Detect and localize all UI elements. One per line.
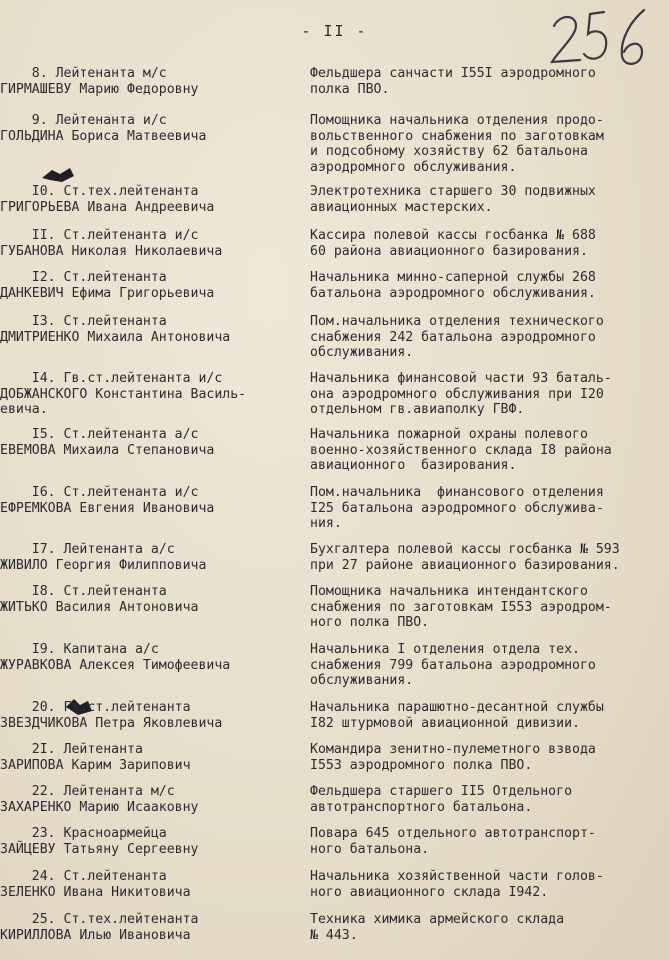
entry-right-line: обслуживания. [310,345,414,360]
entry-left-line: 9. Лейтенанта и/с [0,113,167,128]
entry-position [310,427,660,474]
entry-right-line: вольственного снабжения по заготовкам [310,128,604,144]
entry-left-line: ЗАЙЦЕВУ Татьяну Сергеевну [0,841,199,857]
entry-rank-name [0,784,310,815]
entry-left-line: I8. Ст.лейтенанта [0,584,167,599]
entry-right-line: авиационного базирования. [310,458,517,473]
ink-blot [40,166,76,184]
entry-rank-name [0,113,310,144]
entry-right-line: военно-хозяйственного склада I8 района [310,442,612,458]
entry-rank-name [0,371,310,418]
entry-right-line: Начальника пожарной охраны полевого [310,427,588,442]
entry-left-line: I7. Лейтенанта а/с [0,542,175,557]
entry-rank-name [0,826,310,857]
entry-left-line: I0. Ст.тех.лейтенанта [0,184,199,199]
entry-right-line: Электротехника старшего 30 подвижных [310,184,596,199]
entry-rank-name [0,270,310,301]
entry-right-line: аэродромного обслуживания. [310,159,517,175]
entry-rank-name [0,542,310,573]
entry-position [310,826,660,857]
entry-rank-name [0,485,310,516]
entry-position [310,314,660,361]
entry-left-line: ГОЛЬДИНА Бориса Матвеевича [0,128,207,144]
entry-position [310,113,660,175]
entry-right-line: № 443. [310,927,358,943]
entry-right-line: Помощника начальника интендантского [310,584,588,599]
entry-left-line: II. Ст.лейтенанта и/с [0,228,199,243]
entry-left-line: 23. Красноармейца [0,826,167,841]
entry-position [310,371,660,418]
entry-rank-name [0,184,310,215]
entry-right-line: полка ПВО. [310,81,390,97]
entry-right-line: Начальника I отделения отдела тех. [310,642,580,657]
entry-right-line: обслуживания. [310,673,414,688]
handwritten-page-number [546,4,656,74]
entry-left-line: 20. Гв.ст.лейтенанта [0,700,191,715]
entry-right-line: ния. [310,516,342,531]
entry-right-line: Командира зенитно-пулеметного взвода [310,742,596,757]
entry-right-line: отдельном гв.авиаполку ГВФ. [310,402,525,417]
entry-rank-name [0,228,310,259]
entry-right-line: Фельдшера старшего II5 Отдельного [310,784,573,799]
entry-position [310,270,660,301]
entry-rank-name [0,869,310,900]
entry-right-line: снабжения 799 батальона аэродромного [310,657,596,673]
entry-position [310,542,660,573]
entry-right-line: она аэродромного обслуживания при I20 [310,386,604,402]
entry-left-line: I3. Ст.лейтенанта [0,314,167,329]
entry-left-line: ГУБАНОВА Николая Николаевича [0,243,223,259]
entry-left-line: ЖИВИЛО Георгия Филипповича [0,557,207,573]
entry-left-line: ЖИТЬКО Василия Антоновича [0,599,199,615]
entry-left-line: ЗВЕЗДЧИКОВА Петра Яковлевича [0,715,223,731]
entry-right-line: ного батальона. [310,841,430,857]
entry-position [310,485,660,532]
entry-left-line: I6. Ст.лейтенанта и/с [0,485,199,500]
entry-right-line: Фельдшера санчасти I55I аэродромного [310,66,596,81]
entry-rank-name [0,700,310,731]
entry-left-line: евича. [0,402,48,417]
entry-right-line: автотранспортного батальона. [310,799,533,815]
entry-right-line: 60 района авиационного базирования. [310,243,588,259]
entry-rank-name [0,642,310,673]
entry-left-line: КИРИЛЛОВА Илью Ивановича [0,927,191,943]
entry-left-line: 22. Лейтенанта м/с [0,784,175,799]
entry-left-line: ЗЕЛЕНКО Ивана Никитовича [0,884,191,900]
entry-rank-name [0,314,310,345]
entry-left-line: 8. Лейтенанта м/с [0,66,167,81]
entry-right-line: батальона аэродромного обслуживания. [310,285,596,301]
entry-rank-name [0,584,310,615]
entry-right-line: I553 аэродромного полка ПВО. [310,757,533,773]
entry-right-line: I25 батальона аэродромного обслужива- [310,500,604,516]
entry-right-line: при 27 районе авиационного базирования. [310,557,620,573]
entry-left-line: 24. Ст.лейтенанта [0,869,167,884]
entry-left-line: ЗАРИПОВА Карим Зарипович [0,757,191,773]
entry-right-line: Начальника финансовой части 93 баталь- [310,371,612,386]
entry-right-line: Повара 645 отдельного автотранспорт- [310,826,596,841]
entry-position [310,228,660,259]
entry-right-line: снабжения по заготовкам I553 аэродром- [310,599,612,615]
entry-left-line: ЕВЕМОВА Михаила Степановича [0,442,215,458]
entry-position [310,784,660,815]
entry-left-line: ГРИГОРЬЕВА Ивана Андреевича [0,199,215,215]
entry-left-line: I5. Ст.лейтенанта а/с [0,427,199,442]
entry-rank-name [0,427,310,458]
entry-left-line: ЖУРАВКОВА Алексея Тимофеевича [0,657,231,673]
entry-left-line: ЗАХАРЕНКО Марию Исааковну [0,799,199,815]
entry-right-line: авиационных мастерских. [310,199,493,215]
entry-position [310,66,660,97]
entry-left-line: 2I. Лейтенанта [0,742,143,757]
entry-position [310,700,660,731]
entry-right-line: ного авиационного склада I942. [310,884,549,900]
entry-right-line: Помощника начальника отделения продо- [310,113,604,128]
entry-left-line: ДАНКЕВИЧ Ефима Григорьевича [0,285,215,301]
entry-left-line: ДОБЖАНСКОГО Константина Василь- [0,386,247,402]
entry-right-line: снабжения 242 батальона аэродромного [310,329,596,345]
entry-right-line: Бухгалтера полевой кассы госбанка № 593 [310,542,620,557]
entry-left-line: I4. Гв.ст.лейтенанта и/с [0,371,223,386]
entry-position [310,184,660,215]
entry-rank-name [0,66,310,97]
entry-rank-name [0,742,310,773]
entry-left-line: ДМИТРИЕНКО Михаила Антоновича [0,329,231,345]
entry-right-line: Начальника минно-саперной службы 268 [310,270,596,285]
entry-right-line: Начальника парашютно-десантной службы [310,700,604,715]
entry-right-line: Техника химика армейского склада [310,912,565,927]
entry-left-line: I2. Ст.лейтенанта [0,270,167,285]
entry-position [310,912,660,943]
entry-position [310,869,660,900]
entry-left-line: 25. Ст.тех.лейтенанта [0,912,199,927]
entry-right-line: I82 штурмовой авиационной дивизии. [310,715,580,731]
entry-position [310,584,660,631]
entry-right-line: ного полка ПВО. [310,615,430,630]
entry-left-line: I9. Капитана а/с [0,642,159,657]
entry-position [310,642,660,689]
entry-left-line: ГИРМАШЕВУ Марию Федоровну [0,81,199,97]
page-number: - II - [301,22,368,40]
entry-right-line: Пом.начальника финансового отделения [310,485,604,500]
entry-right-line: Начальника хозяйственной части голов- [310,869,604,884]
entry-rank-name [0,912,310,943]
entry-right-line: Кассира полевой кассы госбанка № 688 [310,228,596,243]
entry-right-line: и подсобному хозяйству 62 батальона [310,144,588,159]
entry-position [310,742,660,773]
entry-right-line: Пом.начальника отделения технического [310,314,604,329]
entry-left-line: ЕФРЕМКОВА Евгения Ивановича [0,500,215,516]
